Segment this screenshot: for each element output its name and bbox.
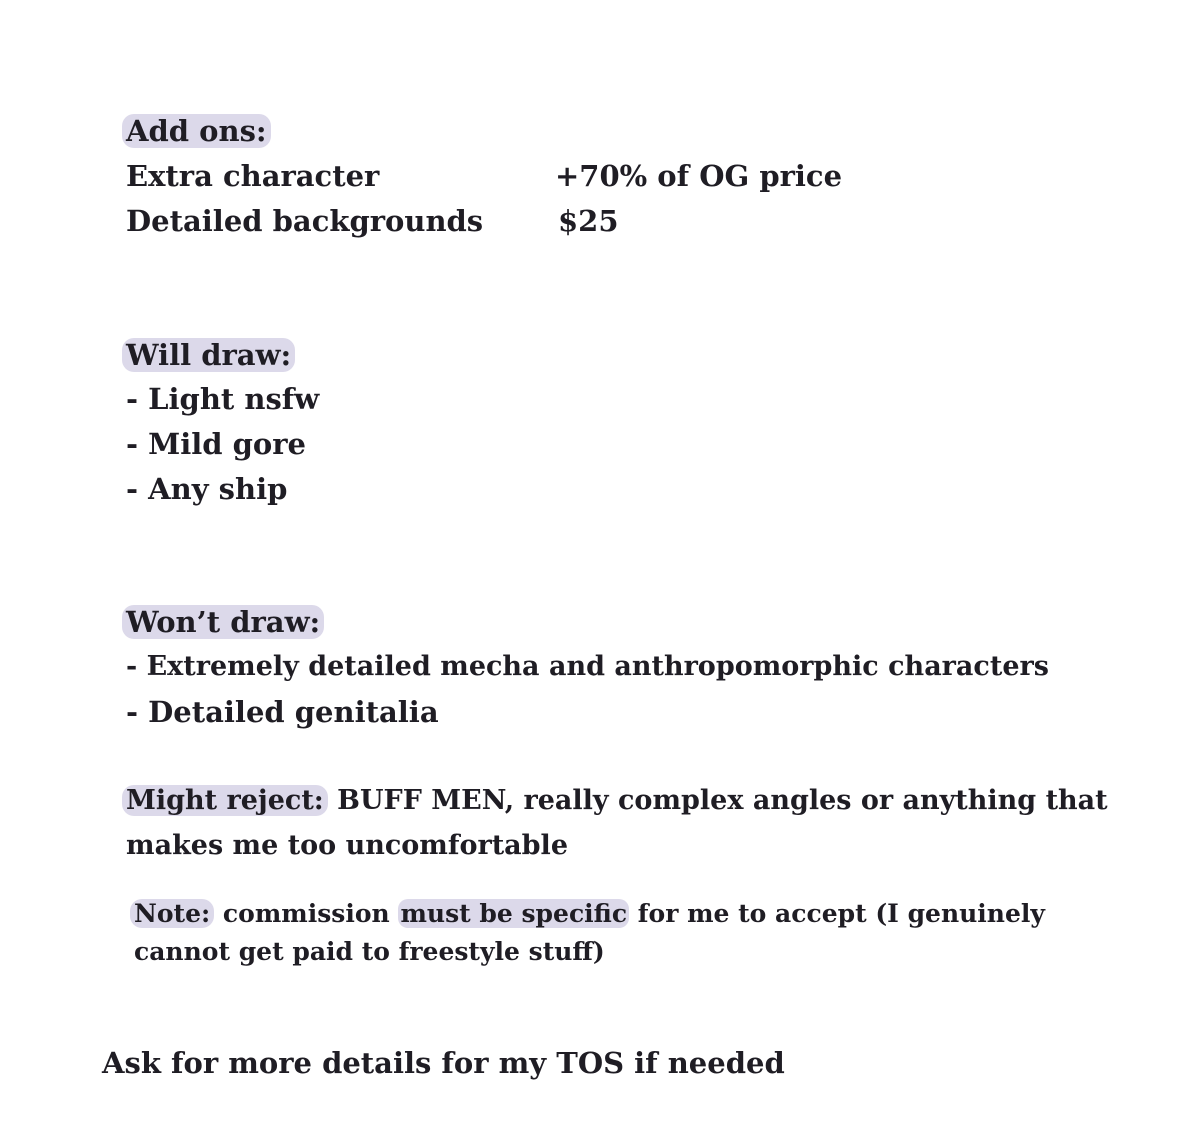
note-heading: Note:: [130, 899, 214, 928]
note-highlight: must be specific: [400, 899, 628, 928]
note-line-2: cannot get paid to freestyle stuff): [134, 937, 605, 966]
might-reject-line-2: makes me too uncomfortable: [126, 830, 568, 861]
addons-heading-text: Add ons:: [122, 114, 271, 148]
addon-detailed-backgrounds-price: $25: [558, 204, 619, 238]
wont-draw-item: - Extremely detailed mecha and anthropomorphic characters: [126, 651, 1049, 682]
addon-detailed-backgrounds-label: Detailed backgrounds: [126, 204, 484, 238]
will-draw-heading-text: Will draw:: [122, 338, 295, 372]
will-draw-item: - Any ship: [126, 472, 288, 506]
might-reject-heading: Might reject:: [122, 785, 328, 816]
will-draw-item: - Light nsfw: [126, 382, 320, 416]
wont-draw-heading: [126, 604, 324, 640]
addons-heading: [126, 113, 271, 149]
addon-extra-character-label: Extra character: [126, 159, 380, 193]
might-reject-line: [126, 783, 1108, 819]
wont-draw-heading-text: Won’t draw:: [122, 605, 324, 639]
wont-draw-item: - Detailed genitalia: [126, 695, 439, 729]
note-text-b: for me to accept (I genuinely: [629, 899, 1045, 928]
will-draw-item: - Mild gore: [126, 427, 306, 461]
might-reject-text: BUFF MEN, really complex angles or anything that: [327, 785, 1108, 816]
note-line: [134, 896, 1045, 932]
will-draw-heading: [126, 337, 295, 373]
footer-text: Ask for more details for my TOS if needed: [102, 1046, 785, 1080]
note-text-a: commission: [214, 899, 399, 928]
addon-extra-character-price: +70% of OG price: [555, 159, 843, 193]
